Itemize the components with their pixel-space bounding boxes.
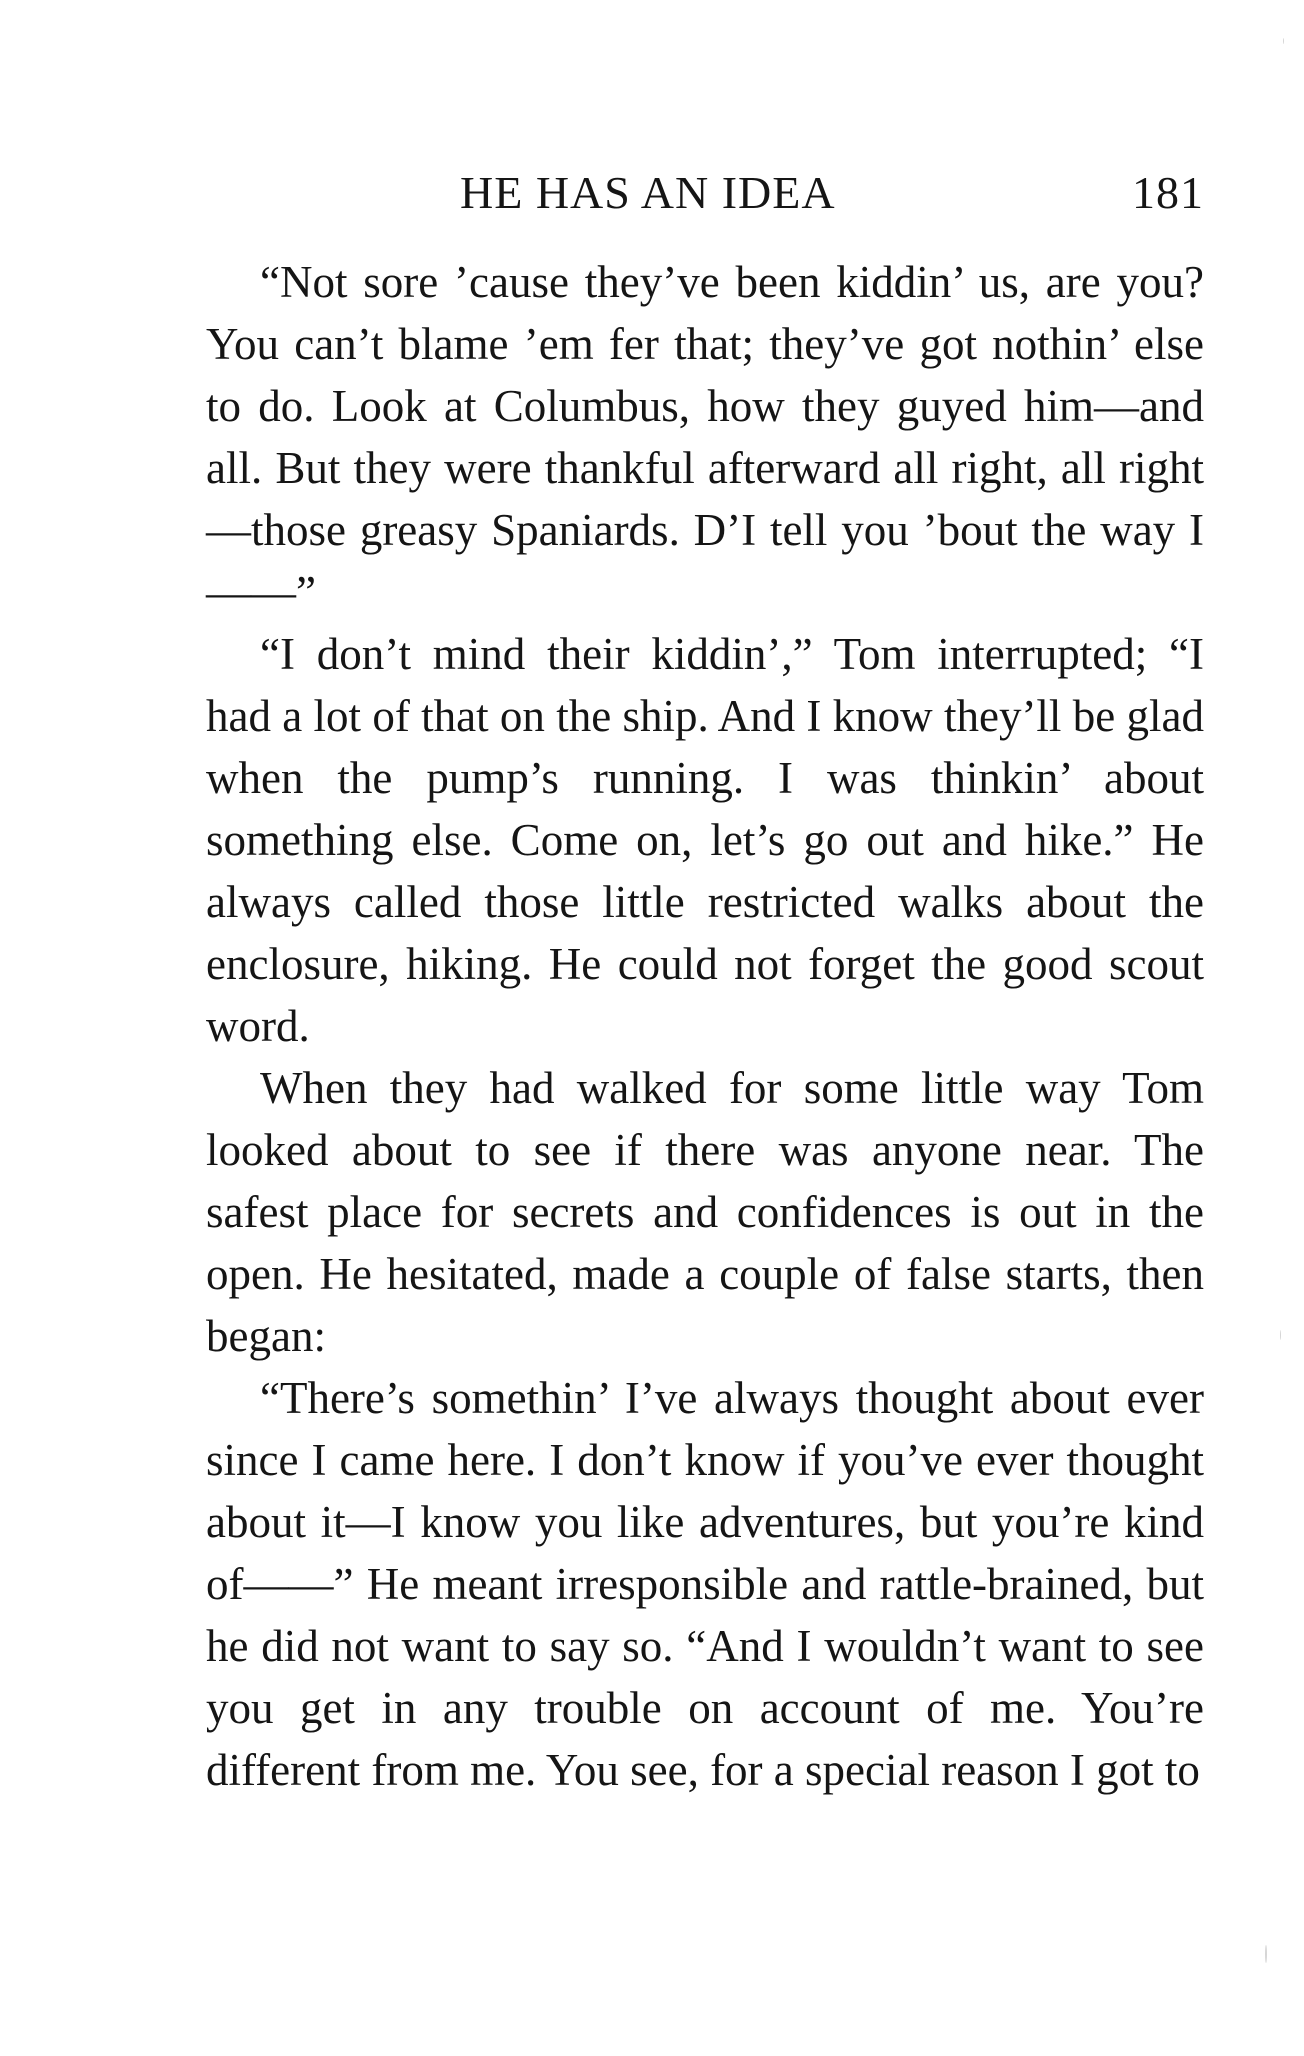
page-number: 181 bbox=[1132, 167, 1204, 218]
paragraph-2: “I don’t mind their kiddin’,” Tom interrupted; “I had a lot of that on the ship. And I know they’ll be glad when the pump’s running. I was thinkin’ about something else. Come on, let’s go out and hike.” He always called those little restricted walks about the enclosure, hiking. He could not forget the good scout word. bbox=[206, 629, 1204, 1051]
paragraph-1: “Not sore ’cause they’ve been kiddin’ us, are you? You can’t blame ’em fer that; they’ve got nothin’ else to do. Look at Columbus, how they guyed him—and all. But they were thankful afterward all right, all right—those greasy Spaniards. D’I tell you ’bout the way I——” bbox=[206, 257, 1204, 617]
paragraph-4: “There’s somethin’ I’ve always thought about ever since I came here. I don’t know if you’ve ever thought about it—I know you like adventures, but you’re kind of——” He meant irresponsible and rattle-brained, but he did not want to say so. “And I wouldn’t want to see you get in any trouble on account of me. You’re different from me. You see, for a special reason I got to bbox=[206, 1373, 1204, 1795]
running-head bbox=[206, 163, 1204, 223]
scan-mark bbox=[1265, 1945, 1267, 1963]
body-text bbox=[206, 251, 1204, 1801]
scan-mark bbox=[1280, 1330, 1281, 1340]
scan-mark bbox=[1283, 38, 1284, 44]
chapter-title: HE HAS AN IDEA bbox=[460, 167, 836, 218]
paragraph-3: When they had walked for some little way Tom looked about to see if there was anyone near. The safest place for secrets and confidences is out in the open. He hesitated, made a couple of false starts, then began: bbox=[206, 1063, 1204, 1361]
